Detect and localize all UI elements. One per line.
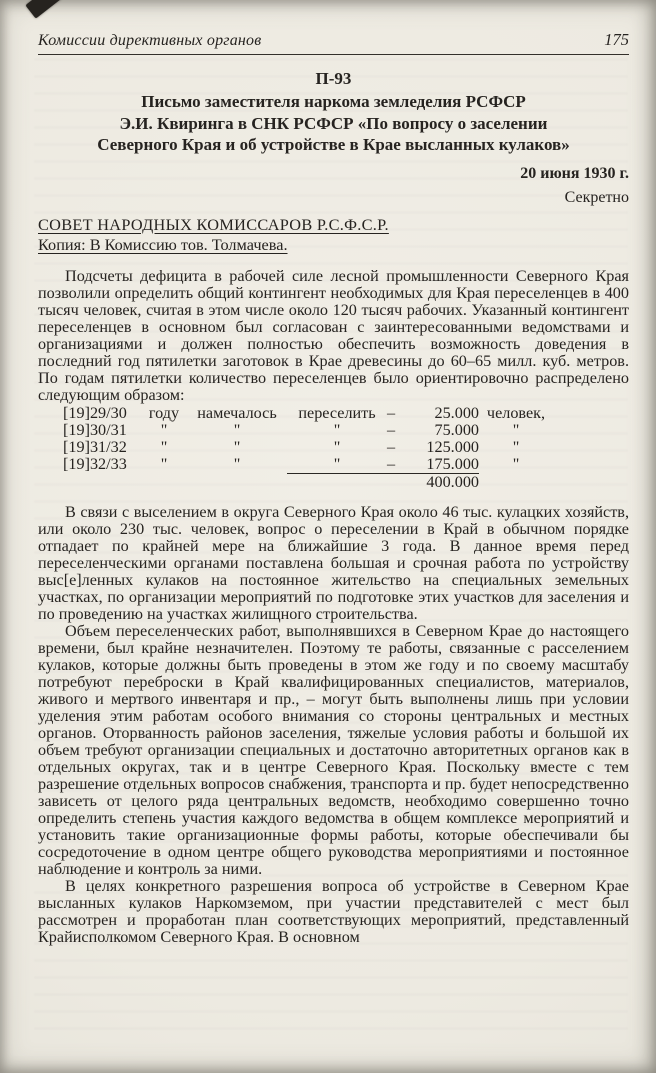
- ditto-mark: ": [160, 437, 168, 456]
- resettlement-schedule: [38, 405, 629, 492]
- page-number: 175: [604, 30, 629, 49]
- paragraph-1: Подсчеты дефицита в рабочей силе лесной промышленности Северного Края позволили определить общий контингент необходимых для Края переселенцев в 400 тысяч человек, считая в этом числе около 120 тысяч рабочих. Указанный контингент переселенцев в основном был согласован с заинтересованными ведомствами и организациями и должен полностью обеспечить возможность доведения в последний год пятилетки заготовок в Крае древесины до 60–65 милл. куб. метров. По годам пятилетки количество переселенцев было ориентировочно распределено следующим образом:: [38, 266, 629, 404]
- ditto-mark: ": [333, 455, 341, 474]
- running-header-title: Комиссии директивных органов: [38, 32, 262, 49]
- schedule-dash: –: [387, 403, 396, 422]
- schedule-total-amount: 400.000: [426, 473, 479, 492]
- ditto-mark: ": [160, 455, 168, 474]
- schedule-value: [387, 422, 479, 439]
- paragraph-3: Объем переселенческих работ, выполнявшихся в Северном Крае до настоящего времени, был крайне незначителен. Поэтому те работы, связанные с расселением кулаков, которые должны быть проведены в этом же году и по своему масштабу потребуют переброски в Край квалифицированных специалистов, материалов, живого и мертвого инвентаря и пр., – могут быть выполнены лишь при условии уделения этим работам особого внимания со стороны центральных и местных органов. Оторванность районов заселения, тяжелые условия работы и большой их объем требуют организации специальных и достаточно авторитетных органов как в отдельных округах, так и в центре Северного Края. Поскольку вместе с тем разрешение отдельных вопросов снабжения, транспорта и пр. будет непосредственно зависеть от целого ряда центральных ведомств, необходимо совершенно точно определить степень участия каждого ведомства в общем комплексе мероприятий и установить такие организационные формы работы, которые обеспечивали бы сосредоточение в одном центре общего руководства мероприятиями и постоянное наблюдение и контроль за ними.: [38, 621, 629, 878]
- document-title: [38, 91, 629, 156]
- schedule-total-row: [63, 474, 629, 491]
- schedule-year: [19]29/30: [63, 403, 127, 422]
- ditto-mark: ": [512, 420, 520, 439]
- document-title-line-3: Северного Края и об устройстве в Крае высланных кулаков»: [97, 135, 570, 154]
- schedule-dash: –: [387, 420, 396, 439]
- schedule-tail: [287, 439, 479, 456]
- running-header: [38, 30, 629, 55]
- schedule-value: [387, 456, 479, 473]
- schedule-total: [387, 474, 479, 491]
- document-date: 20 июня 1930 г.: [520, 164, 629, 182]
- recipient-line: СОВЕТ НАРОДНЫХ КОМИССАРОВ Р.С.Ф.С.Р.: [38, 214, 389, 234]
- paragraph-2: В связи с выселением в округа Северного Края около 46 тыс. кулацких хозяйств, или около 230 тыс. человек, вопрос о переселении в Край в обычном порядке отпадает по крайней мере на ближайшие 3 года. В данное время перед переселенческими органами поставлена большая и срочная работа по устройству выс[е]ленных кулаков на постоянное жительство на специальных земельных участках, по организации мероприятий по подготовке этих участков для заселения и по проведению на участках жилищного строительства.: [38, 502, 629, 623]
- schedule-tail: [287, 405, 479, 422]
- schedule-year: [19]31/32: [63, 437, 127, 456]
- ditto-mark: ": [333, 420, 341, 439]
- schedule-word-3: переселить: [298, 403, 376, 422]
- schedule-row-1930-31: [63, 422, 629, 439]
- schedule-dash: –: [387, 455, 396, 474]
- schedule-value: [387, 439, 479, 456]
- schedule-amount: 175.000: [426, 455, 479, 474]
- schedule-row-1932-33: [63, 456, 629, 474]
- document-title-line-1: Письмо заместителя наркома земледелия РСФСР: [141, 92, 526, 111]
- schedule-tail: [287, 474, 479, 491]
- schedule-amount: 125.000: [426, 437, 479, 456]
- ditto-mark: ": [233, 455, 241, 474]
- schedule-word-1: году: [148, 403, 180, 422]
- schedule-year: [19]30/31: [63, 420, 127, 439]
- ditto-mark: ": [233, 420, 241, 439]
- ditto-mark: ": [333, 437, 341, 456]
- schedule-sum-underline: [287, 456, 479, 474]
- ditto-mark: ": [233, 437, 241, 456]
- ditto-mark: ": [512, 455, 520, 474]
- schedule-value: [387, 405, 479, 422]
- schedule-amount: 25.000: [434, 403, 479, 422]
- schedule-tail: [287, 422, 479, 439]
- paragraph-4: В целях конкретного разрешения вопроса об устройстве в Северном Крае высланных кулаков Наркомземом, при участии представителей с мест был рассмотрен и проработан план соответствующих мероприятий, представленный Крайисполкомом Северного Края. В основном: [38, 876, 629, 946]
- schedule-unit: человек,: [486, 403, 546, 422]
- ditto-mark: ": [160, 420, 168, 439]
- schedule-year: [19]32/33: [63, 455, 127, 474]
- schedule-word-2: намечалось: [197, 403, 277, 422]
- copy-line: Копия: В Комиссию тов. Толмачева.: [38, 234, 288, 254]
- ditto-mark: ": [512, 437, 520, 456]
- schedule-row-1931-32: [63, 439, 629, 456]
- schedule-amount: 75.000: [434, 420, 479, 439]
- document-title-line-2: Э.И. Квиринга в СНК РСФСР «По вопросу о заселении: [119, 113, 548, 133]
- document-number: П-93: [315, 69, 352, 88]
- document-body: [38, 268, 629, 946]
- schedule-row-1929-30: [63, 405, 629, 422]
- classification-stamp: Секретно: [564, 188, 629, 206]
- schedule-dash: –: [387, 437, 396, 456]
